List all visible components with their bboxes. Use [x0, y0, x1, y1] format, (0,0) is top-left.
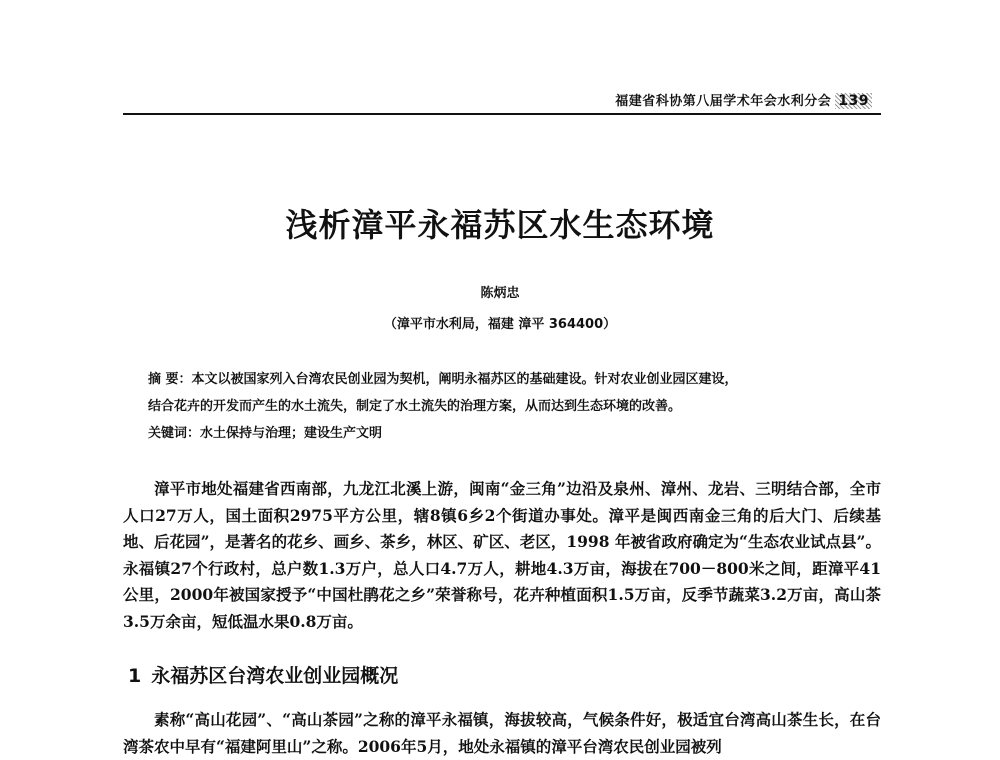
abstract-label: 摘 要： — [148, 372, 192, 387]
abstract-text-1: 本文以被国家列入台湾农民创业园为契机，阐明永福苏区的基础建设。针对农业创业园区建设， — [191, 372, 738, 387]
body-paragraph-2-block — [123, 707, 881, 760]
abstract-line-2: 结合花卉的开发而产生的水土流失，制定了水土流失的治理方案，从而达到生态环境的改善。 — [148, 399, 682, 414]
author-name: 陈炳忠 — [480, 286, 520, 301]
section-heading-1 — [128, 661, 398, 688]
body-paragraph-1-block — [123, 476, 881, 635]
body-paragraph-2: 素称“高山花园”、“高山茶园”之称的漳平永福镇，海拔较高，气候条件好，极适宜台湾高山茶生长，在台湾茶农中早有“福建阿里山”之称。2006年5月，地处永福镇的漳平台湾农民创业园被列 — [123, 710, 881, 756]
abstract-block — [148, 366, 863, 447]
paper-title: 浅析漳平永福苏区水生态环境 — [285, 206, 715, 244]
section-title: 永福苏区台湾农业创业园概况 — [151, 665, 399, 687]
keywords-label: 关键词： — [148, 426, 201, 441]
page-number: 139 — [835, 93, 872, 109]
author-affiliation: （漳平市水利局，福建 漳平 364400） — [383, 317, 617, 332]
running-header — [615, 90, 872, 109]
header-rule — [123, 113, 881, 115]
running-header-title: 福建省科协第八届学术年会水利分会 — [615, 94, 832, 109]
body-paragraph-1: 漳平市地处福建省西南部，九龙江北溪上游，闽南“金三角”边沿及泉州、漳州、龙岩、三明结合部，全市人口27万人，国土面积2975平方公里，辖8镇6乡2个街道办事处。漳平是闽西南金三角的后大门、后续基地、后花园”，是著名的花乡、画乡、茶乡，林区、矿区、老区，1998 年被省政府确定为“生态农业试点县”。永福镇27个行政村，总户数1.3万户，总人口4.7万人，耕地4.3万亩，海拔在700－800米之间，距漳平41公里，2000年被国家授予“中国杜鹃花之乡”荣誉称号，花卉种植面积1.5万亩，反季节蔬菜3.2万亩，高山茶3.5万余亩，短低温水果0.8万亩。 — [123, 479, 881, 631]
keywords-text: 水土保持与治理；建设生产文明 — [200, 426, 383, 441]
section-number: 1 — [128, 665, 142, 687]
keywords-line — [148, 420, 863, 447]
abstract-line-1 — [148, 366, 863, 393]
